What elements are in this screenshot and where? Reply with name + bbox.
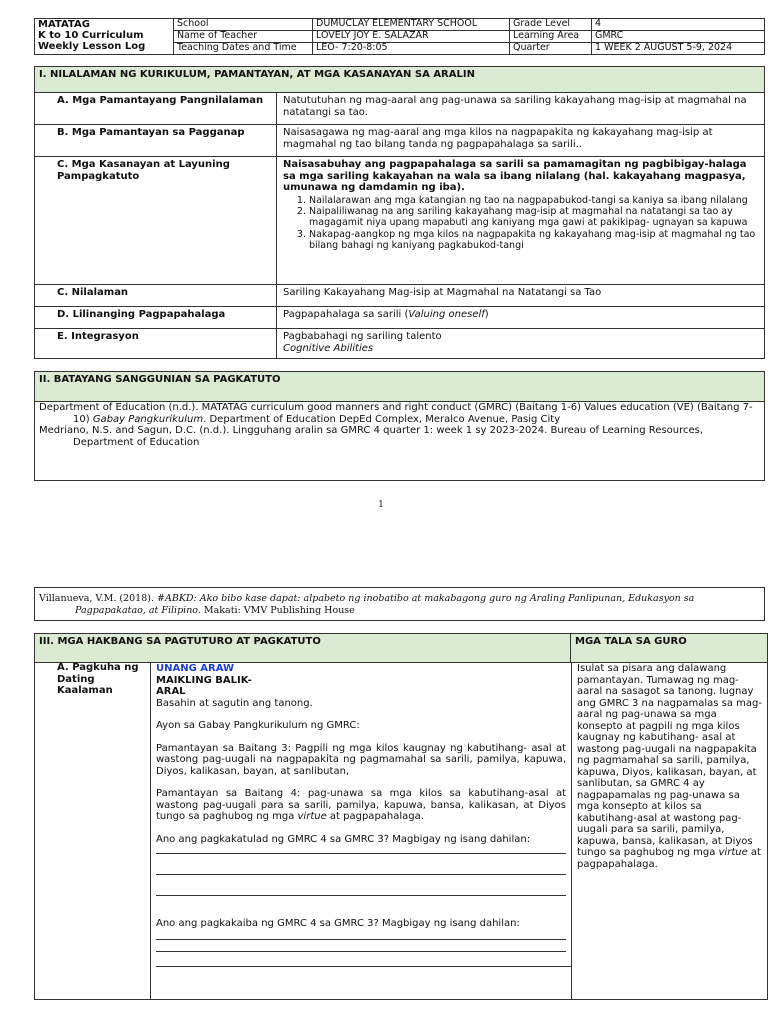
integration-line-1: Pagbabahagi ng sariling talento [283,331,442,342]
row-values [35,306,764,328]
references [35,402,764,448]
page-number: 1 [378,500,384,510]
reference-1-tail: . Department of Education DepEd Complex, Meralco Avenue, Pasig City [203,413,561,425]
section-2 [34,371,765,481]
integration-line-2: Cognitive Abilities [283,342,374,354]
content-value: Sariling Kakayahang Mag-isip at Magmahal na Natatangi sa Tao [283,287,602,298]
competencies-label: C. Mga Kasanayan at Layuning Pampagkatuto [35,157,277,284]
brand-cell [35,19,174,55]
teacher-notes-text: Isulat sa pisara ang dalawang pamantayan. Tumawag ng mag-aaral na sasagot sa tanong. Iugnay ang GMRC 3 na nagpamalas sa mag-aaral ng pag-unawa sa mga konsepto at pagpili ng mga kilos kaugnay ng kabutihang- asal at wastong pag-uugali na nagpapakita ng pagmamahal sa sarili, pamilya, kapuwa, Diyos, kalikasan, bayan, at sanlibutan, sa GMRC 4 ay nagpapamalas ng pag-unawa sa mga konsepto at kilos sa kabutihang-asal at wastong pag-uugali para sa sarili, pamilya, kapuwa, bansa, kalikasan, at Diyos tungo sa paghubog ng mga [577,663,762,858]
prior-knowledge-label: A. Pagkuha ng Dating Kaalaman [35,662,151,999]
answer-line[interactable] [156,854,566,875]
section-3 [34,633,768,1000]
teacher-notes-italic: virtue [718,847,748,858]
section-1-title: I. NILALAMAN NG KURIKULUM, PAMANTAYAN, AT MGA KASANAYAN SA ARALIN [35,67,764,93]
integration-value [278,329,764,359]
section-1 [34,66,765,359]
performance-standards-value: Naisasagawa ng mag-aaral ang mga kilos na nagpapakita ng kakayahang mag-isip at magmahal ng tao bilang tanda ng pagpapahalaga sa sarili.. [283,127,713,150]
values-italic: Valuing oneself [408,309,485,320]
notes-title: MGA TALA SA GURO [571,634,767,663]
reference-1-italic: Gabay Pangkurikulum [92,413,204,425]
review-title: MAIKLING BALIK-ARAL [156,674,252,697]
teacher-label: Name of Teacher [174,30,313,42]
teacher-notes [572,662,767,999]
content-label: C. Nilalaman [35,285,277,306]
reference-1 [39,402,760,425]
area-value: GMRC [592,30,765,42]
quarter-label: Quarter [510,42,592,54]
brand-line-1: MATATAG [38,19,90,30]
reference-3-italic: #ABKD: Ako bibo kase dapat: alpabeto ng inobatibo at makabagong guro ng Araling Panlipunan, Edukasyon sa Pagpapakatao, at Filipino. [75,593,695,616]
teacher-notes-tail: at pagpapahalaga. [577,847,761,870]
competency-main: Naisasabuhay ang pagpapahalaga sa sarili sa pamamagitan ng pagbibigay-halaga sa mga sariling kakayahan na wala sa ibang nilalang (hal. kakayahang magpasya, umunawa ng damdamin ng iba). [283,159,747,193]
grade-value: 4 [592,19,765,31]
answer-line[interactable] [156,952,571,967]
competency-item: 1. Nailalarawan ang mga katangian ng tao na nagpapabukod-tangi sa kaniya sa ibang nilalang [309,196,759,207]
brand-line-3: Weekly Lesson Log [38,41,146,52]
competency-item: 3. Nakapag-aangkop ng mga kilos na nagpapakita ng kakayahang mag-isip at magmahal ng tao bilang bahagi ng kaniyang pagkabukod-tangi [309,230,759,252]
performance-standards-label: B. Mga Pamantayan sa Pagganap [35,125,277,156]
reference-3 [34,587,765,621]
row-performance-standards [35,124,764,156]
content-standards-value: Natututuhan ng mag-aaral ang pag-unawa sa sariling kakayahang mag-isip at magmahal na natatangi sa tao. [283,95,747,118]
competency-list [283,196,759,253]
reference-3-lead: Villanueva, V.M. (2018). [39,593,158,604]
integration-label: E. Integrasyon [35,329,277,359]
teacher-value: LOVELY JOY E. SALAZAR [313,30,510,42]
reference-2: Medriano, N.S. and Sagun, D.C. (n.d.). Lingguhang aralin sa GMRC 4 quarter 1: week 1 sy 2023-2024. Bureau of Learning Resources, Department of Education [39,425,704,448]
values-text: Pagpapahalaga sa sarili ( [283,309,409,320]
answer-line[interactable] [156,930,566,940]
grade-3-standard: Pamantayan sa Baitang 3: Pagpili ng mga kilos kaugnay ng kabutihang- asal at wastong pag-uugali na nagpapakita ng pagmamahal sa sarili, pamilya, kapuwa, Diyos, kalikasan, bayan, at sanlibutan, [156,742,566,777]
instruction-text: Basahin at sagutin ang tanong. [156,697,313,709]
section-3-title: III. MGA HAKBANG SA PAGTUTURO AT PAGKATUTO [35,634,571,663]
grade-4-standard [156,788,566,823]
day-label: UNANG ARAW [156,663,235,674]
header-table [34,18,765,55]
question-2: Ano ang pagkakaiba ng GMRC 4 sa GMRC 3? Magbigay ng isang dahilan: [156,918,520,929]
section-2-title: II. BATAYANG SANGGUNIAN SA PAGKATUTO [35,372,764,402]
reference-3-tail: Makati: VMV Publishing House [200,605,355,616]
values-end: ) [484,309,489,320]
brand-line-2: K to 10 Curriculum [38,30,144,41]
row-integration [35,328,764,359]
grade-4-standard-tail: at pagpapahalaga. [326,811,424,822]
school-label: School [174,19,313,31]
guide-text: Ayon sa Gabay Pangkurikulum ng GMRC: [156,720,360,731]
reference-1-text: Department of Education (n.d.). MATATAG curriculum good manners and right conduct (GMRC) (Baitang 1-6) Values education (VE) (Baitang 7-10) [39,402,753,425]
values-label: D. Lilinanging Pagpapahalaga [35,307,277,328]
dates-label: Teaching Dates and Time [174,42,313,54]
dates-value: LEO- 7:20-8:05 [313,42,510,54]
grade-4-standard-text: Pamantayan sa Baitang 4: pag-unawa sa mga kilos sa kabutihang-asal at wastong pag-uugali para sa sarili, pamilya, kapuwa, bansa, kalikasan, at Diyos tungo sa paghubog ng mga [156,788,566,822]
competency-item: 2. Naipaliliwanag na ang sariling kakayahang mag-isip at magmahal na natatangi sa tao ay magagamit niya upang mapabuti ang kaniyang mga gawi at pakikipag- ugnayan sa kapuwa [309,207,759,229]
grade-label: Grade Level [510,19,592,31]
competencies-value [278,157,764,284]
values-value [278,307,764,328]
reference-3-text [39,593,760,617]
grade-4-standard-italic: virtue [297,811,327,822]
quarter-value: 1 WEEK 2 AUGUST 5-9, 2024 [592,42,765,54]
answer-line[interactable] [156,940,566,952]
answer-line[interactable] [156,845,566,854]
lesson-content [151,662,572,999]
row-content [35,284,764,306]
row-competencies [35,156,764,284]
question-1: Ano ang pagkakatulad ng GMRC 4 sa GMRC 3? Magbigay ng isang dahilan: [156,833,531,845]
answer-line[interactable] [156,875,566,896]
content-standards-label: A. Mga Pamantayang Pangnilalaman [35,93,277,124]
row-content-standards [35,92,764,124]
area-label: Learning Area [510,30,592,42]
school-value: DUMUCLAY ELEMENTARY SCHOOL [313,19,510,31]
